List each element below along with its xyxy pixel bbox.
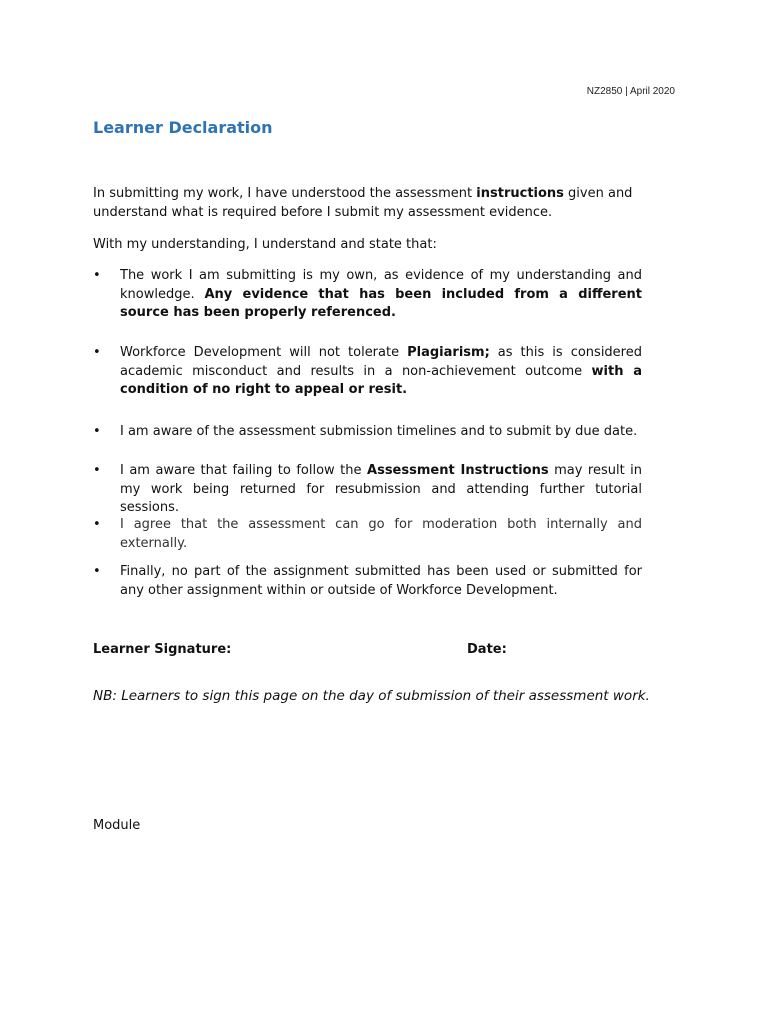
intro-text-bold: instructions [476, 186, 564, 201]
declaration-text: I am aware of the assessment submission timelines and to submit by due date. [120, 424, 638, 439]
declaration-text-bold: with a condition of no right to appeal or resit. [120, 363, 643, 397]
bullet-icon: • [93, 564, 101, 579]
footer-module-label: Module [93, 818, 141, 833]
declaration-text: I agree that the assessment can go for moderation both internally and externally. [120, 517, 642, 551]
declaration-item-own-work [93, 267, 642, 323]
declaration-text: Finally, no part of the assignment submitted has been used or submitted for any other assignment within or outside of Workforce Development. [120, 564, 642, 598]
declaration-text-part: The work I am submitting is my own, as evidence of my understanding and knowledge. [120, 268, 642, 302]
declaration-item-moderation [93, 516, 642, 553]
intro-paragraph [93, 184, 642, 222]
declaration-text-part: may result in my work being returned for resubmission and attending further tutorial sessions. [120, 463, 643, 515]
intro-text-before: In submitting my work, I have understood the assessment [93, 186, 477, 201]
page-title: Learner Declaration [93, 118, 273, 137]
declaration-text [120, 267, 642, 323]
declaration-text-part: as this is considered academic misconduct and results in a non-achievement outcome [120, 345, 642, 379]
declaration-text-part: I am aware that failing to follow the [120, 463, 368, 478]
declaration-text-bold: Any evidence that has been included from a different source has been properly referenced. [120, 286, 642, 320]
declaration-text-part: Workforce Development will not tolerate [120, 345, 408, 360]
understanding-statement: With my understanding, I understand and state that: [93, 237, 437, 252]
date-label: Date: [467, 642, 507, 657]
declaration-item-plagiarism [93, 344, 642, 400]
intro-text-after: given and understand what is required before I submit my assessment evidence. [93, 186, 633, 220]
bullet-icon: • [93, 424, 101, 439]
document-reference: NZ2850 | April 2020 [586, 86, 675, 97]
declaration-text-bold: Plagiarism; [407, 345, 490, 360]
declaration-item-timelines [93, 423, 642, 442]
bullet-icon: • [93, 268, 101, 283]
bullet-icon: • [93, 517, 101, 532]
declaration-item-no-reuse [93, 563, 642, 600]
submission-note: NB: Learners to sign this page on the day of submission of their assessment work. [93, 688, 650, 704]
declaration-text [120, 344, 642, 400]
bullet-icon: • [93, 463, 101, 478]
declaration-item-instructions [93, 462, 642, 518]
signature-row [93, 642, 642, 657]
declaration-text [120, 462, 642, 518]
learner-signature-label: Learner Signature: [93, 642, 232, 657]
declaration-text-bold: Assessment Instructions [367, 463, 549, 478]
bullet-icon: • [93, 345, 101, 360]
